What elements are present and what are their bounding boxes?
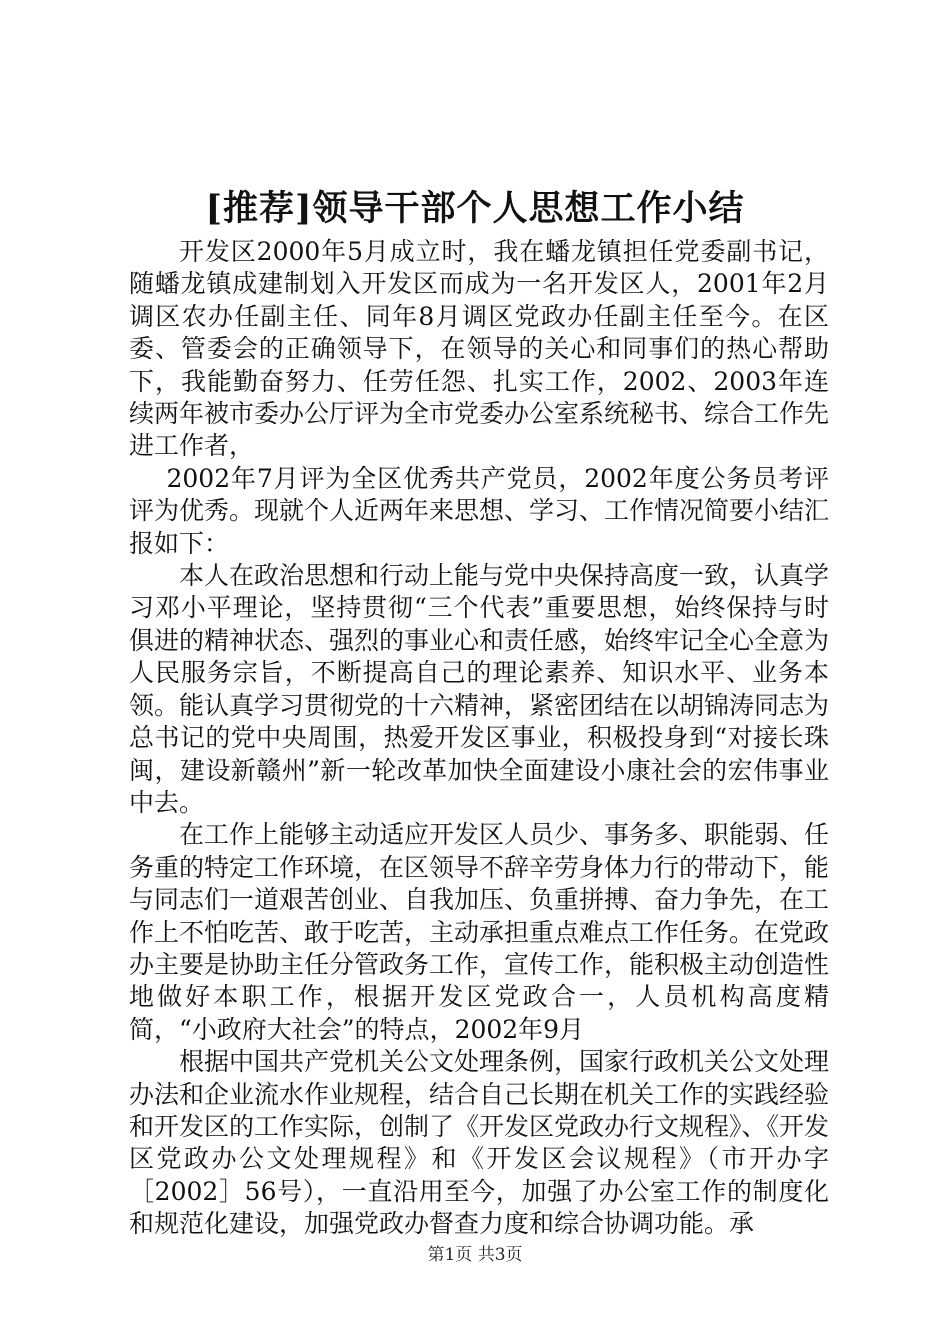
page-footer: 第1页 共3页 (427, 1245, 523, 1265)
paragraph-1: 开发区2000年5月成立时，我在蟠龙镇担任党委副书记，随蟠龙镇成建制划入开发区而成为一名开发区人，2001年2月调区农办任副主任、同年8月调区党政办任副主任至今。在区委、管委会的正确领导下，在领导的关心和同事们的热心帮助下，我能勤奋努力、任劳任怨、扎实工作，2002、2003年连续两年被市委办公厅评为全市党委办公室系统秘书、综合工作先进工作者， (129, 237, 830, 461)
paragraph-2: 2002年7月评为全区优秀共产党员，2002年度公务员考评评为优秀。现就个人近两年来思想、学习、工作情况简要小结汇报如下： (129, 463, 830, 558)
paragraph-5: 根据中国共产党机关公文处理条例，国家行政机关公文处理办法和企业流水作业规程，结合自己长期在机关工作的实践经验和开发区的工作实际，创制了《开发区党政办行文规程》、《开发区党政办公文处理规程》和《开发区会议规程》（市开办字［2002］56号），一直沿用至今，加强了办公室工作的制度化和规范化建设，加强党政办督查力度和综合协调功能。承 (129, 1047, 830, 1239)
document-title: [推荐]领导干部个人思想工作小结 (205, 188, 745, 229)
paragraph-3: 本人在政治思想和行动上能与党中央保持高度一致，认真学习邓小平理论，坚持贯彻“三个代表”重要思想，始终保持与时俱进的精神状态、强烈的事业心和责任感，始终牢记全心全意为人民服务宗旨，不断提高自己的理论素养、知识水平、业务本领。能认真学习贯彻党的十六精神，紧密团结在以胡锦涛同志为总书记的党中央周围，热爱开发区事业，积极投身到“对接长珠闽，建设新赣州”新一轮改革加快全面建设小康社会的宏伟事业中去。 (129, 561, 830, 817)
document-body (129, 236, 829, 1241)
paragraph-4: 在工作上能够主动适应开发区人员少、事务多、职能弱、任务重的特定工作环境，在区领导不辞辛劳身体力行的带动下，能与同志们一道艰苦创业、自我加压、负重拼搏、奋力争先，在工作上不怕吃苦、敢于吃苦，主动承担重点难点工作任务。在党政办主要是协助主任分管政务工作，宣传工作，能积极主动创造性地做好本职工作，根据开发区党政合一，人员机构高度精简，“小政府大社会”的特点，2002年9月 (129, 820, 830, 1044)
